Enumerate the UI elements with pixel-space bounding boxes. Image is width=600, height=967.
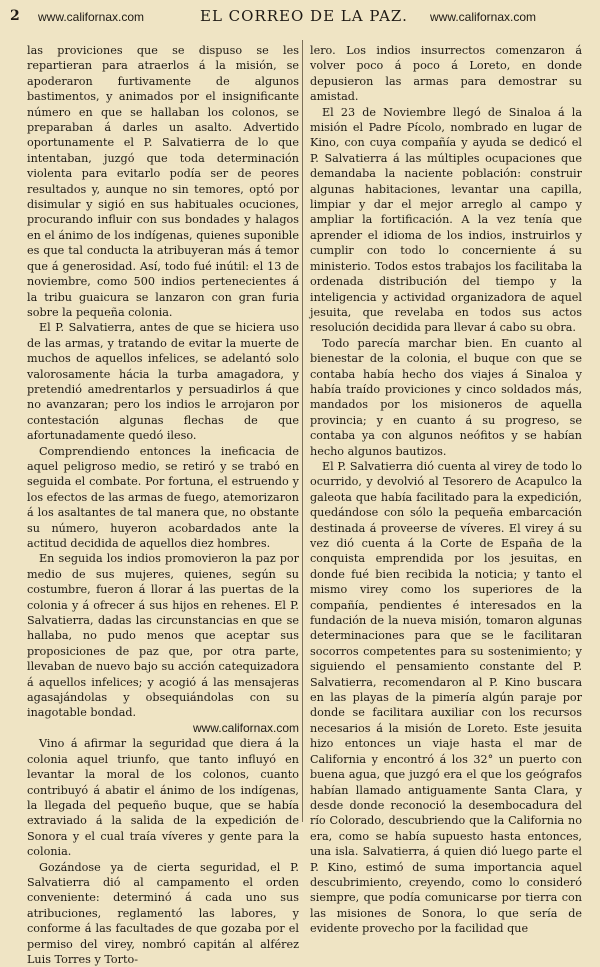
paragraph: El P. Salvatierra, antes de que se hiciera uso de las armas, y tratando de evitar la muerte de muchos de aquellos infelices, se adelantó solo valorosamente hácia la turba amagadora, y pretendió amedrentarlos y persuadirlos á que no avanzaran; pero los indios le arrojaron por contestación algunas flechas de que afortunadamente quedó ileso. bbox=[27, 321, 299, 443]
newspaper-title: EL CORREO DE LA PAZ. bbox=[200, 7, 408, 25]
header-url-right: www.californax.com bbox=[430, 10, 537, 24]
paragraph: El P. Salvatierra dió cuenta al virey de todo lo ocurrido, y devolvió al Tesorero de Acapulco la galeota que había facilitado para la expedición, quedándose con sólo la pequeña embarcación destinada á proveerse de víveres. El virey á su vez dió cuenta á la Corte de España de la conquista emprendida por los jesuitas, en donde fué bien recibida la noticia; y tanto el mismo virey como los superiores de la compañía, pendientes é interesados en la fundación de la nueva misión, tomaron algunas determinaciones para que se le facilitaran socorros competentes para su sostenimiento; y siguiendo el pensamiento constante del P. Salvatierra, recomendaron al P. Kino buscara en las playas de la pimería algún paraje por donde se facilitara auxiliar con los recursos necesarios á la misión de Loreto. Este jesuita hizo entonces un viaje hasta el mar de California y encontró á los 32° un puerto con buena agua, que juzgó era el que los geógrafos habían llamado antiguamente Santa Clara, y desde donde reconoció la desembocadura del río Colorado, descubriendo que la California no era, como se había supuesto hasta entonces, una isla. Salvatierra, á quien dió luego parte el P. Kino, estimó de suma importancia aquel descubrimiento, creyendo, como lo consideró siempre, que podía comunicarse por tierra con las misiones de Sonora, lo que sería de evidente provecho por la facilidad que bbox=[310, 459, 582, 936]
paragraph: Comprendiendo entonces la ineficacia de aquel peligroso medio, se retiró y se trabó en seguida el combate. Por fortuna, el estruendo y los efectos de las armas de fuego, atemorizaron á los asaltantes de tal manera que, no obstante su número, huyeron acobardados ante la actitud decidida de aquellos diez hombres. bbox=[27, 444, 299, 550]
paragraph: En seguida los indios promovieron la paz por medio de sus mujeres, quienes, según su costumbre, fueron á llorar á las puertas de la colonia y á ofrecer á sus hijos en rehenes. El P. Salvatierra, dadas las circunstancias en que se hallaba, no pudo menos que aceptar sus proposiciones de paz que, por otra parte, llevaban de nuevo bajo su acción catequizadora á aquellos infelices; y acogió á las mensajeras agasajándolas y obsequiándolas con su inagotable bondad. bbox=[27, 552, 299, 720]
paragraph: El 23 de Noviembre llegó de Sinaloa á la misión el Padre Pícolo, nombrado en lugar de Kino, con cuya compañía y ayuda se dedicó el P. Salvatierra á las múltiples ocupaciones que demandaba la naciente población: construir algunas habitaciones, levantar una capilla, limpiar y dar el mejor arreglo al campo y ampliar la fortificación. A la vez tenía que aprender el idioma de los indios, instruirlos y cumplir con todo lo concerniente á su ministerio. Todos estos trabajos los facilitaba la ordenada distribución del tiempo y la inteligencia y actividad organizadora de aquel jesuita, que revelaba en todos sus actos resolución decidida para llevar á cabo su obra. bbox=[310, 105, 582, 335]
paragraph: las proviciones que se dispuso se les repartieran para atraerlos á la misión, se apoderaron furtivamente de algunos bastimentos, y animados por el insignificante número en que se hallaban los colonos, se preparaban á darles un asalto. Advertido oportunamente el P. Salvatierra de lo que intentaban, juzgó que toda determinación violenta para evitarlo podía ser de peores resultados y, aunque no sin temores, optó por disimular y sigió en sus habituales ocuciones, procurando influir con sus bondades y halagos en el ánimo de los indígenas, quienes suponible es que tal conducta la atribuyeran más á temor que á generosidad. Así, todo fué inútil: el 13 de noviembre, como 500 indios pertenecientes á la tribu guaicura se lanzaron con gran furia sobre la pequeña colonia. bbox=[27, 44, 299, 319]
header-url-left: www.californax.com bbox=[38, 10, 145, 24]
column-divider bbox=[302, 40, 303, 822]
paragraph: lero. Los indios insurrectos comenzaron á volver poco á poco á Loreto, en donde depusieron las armas para demostrar su amistad. bbox=[310, 44, 582, 104]
page-header bbox=[0, 6, 600, 28]
left-column bbox=[27, 43, 299, 966]
paragraph: Vino á afirmar la seguridad que diera á la colonia aquel triunfo, que tanto influyó en levantar la moral de los colonos, cuanto contribuyó á abatir el ánimo de los indígenas, la llegada del pequeño buque, que se había extraviado á la salida de la expedición de Sonora y el cual traía víveres y gente para la colonia. bbox=[27, 737, 299, 859]
watermark-url: www.californax.com bbox=[192, 720, 299, 735]
right-column bbox=[310, 43, 582, 936]
paragraph: Todo parecía marchar bien. En cuanto al bienestar de la colonia, el buque con que se contaba había hecho dos viajes á Sinaloa y había traído proviciones y cinco soldados más, mandados por los misioneros de aquella provincia; y en cuanto á su progreso, se contaba ya con algunos neófitos y se habían hecho algunos bautizos. bbox=[310, 336, 582, 458]
paragraph: Gozándose ya de cierta seguridad, el P. Salvatierra dió al campamento el orden conveniente: determinó á cada uno sus atribuciones, reglamentó las labores, y conforme á las facultades de que gozaba por el permiso del virey, nombró capitán al alférez Luis Torres y Torto- bbox=[27, 860, 299, 966]
page-number: 2 bbox=[10, 8, 20, 24]
